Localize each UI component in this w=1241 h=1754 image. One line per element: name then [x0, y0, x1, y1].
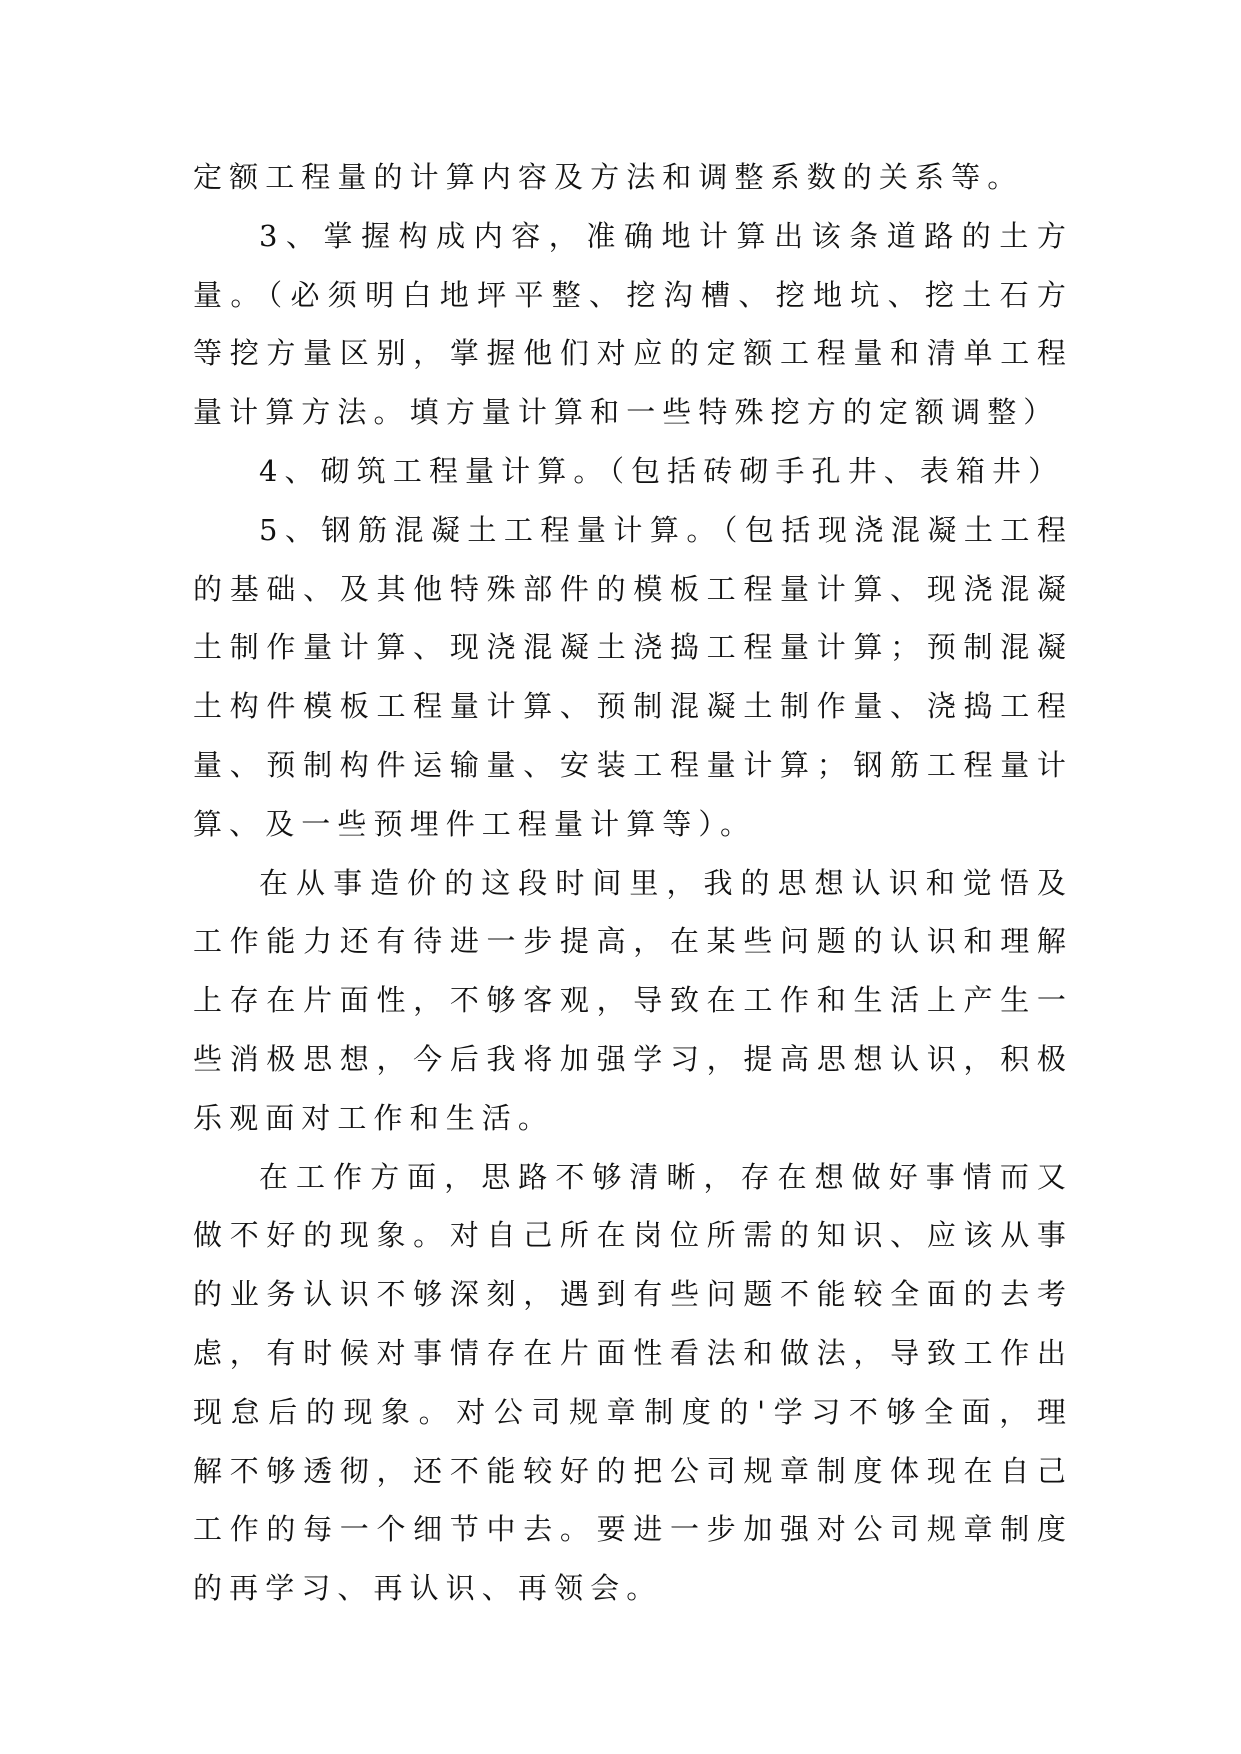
document-body [193, 148, 1073, 1618]
paragraph-item-5-concrete: 5、钢筋混凝土工程量计算。（包括现浇混凝土工程的基础、及其他特殊部件的模板工程量计算、现浇混凝土制作量计算、现浇混凝土浇捣工程量计算；预制混凝土构件模板工程量计算、预制混凝土制作量、浇捣工程量、预制构件运输量、安装工程量计算；钢筋工程量计算、及一些预埋件工程量计算等）。 [193, 512, 1073, 841]
paragraph-item-3-earthwork: 3、掌握构成内容，准确地计算出该条道路的土方量。（必须明白地坪平整、挖沟槽、挖地坑、挖土石方等挖方量区别，掌握他们对应的定额工程量和清单工程量计算方法。填方量计算和一些特殊挖方的定额调整） [193, 218, 1073, 430]
paragraph-work-shortcomings: 在工作方面，思路不够清晰，存在想做好事情而又做不好的现象。对自己所在岗位所需的知识、应该从事的业务认识不够深刻，遇到有些问题不能较全面的去考虑，有时候对事情存在片面性看法和做法，导致工作出现怠后的现象。对公司规章制度的'学习不够全面，理解不够透彻，还不能较好的把公司规章制度体现在自己工作的每一个细节中去。要进一步加强对公司规章制度的再学习、再认识、再领会。 [193, 1159, 1073, 1606]
paragraph-item-4-masonry: 4、砌筑工程量计算。（包括砖砌手孔井、表箱井） [259, 453, 1065, 488]
paragraph-self-reflection: 在从事造价的这段时间里，我的思想认识和觉悟及工作能力还有待进一步提高，在某些问题的认识和理解上存在片面性，不够客观，导致在工作和生活上产生一些消极思想，今后我将加强学习，提高思想认识，积极乐观面对工作和生活。 [193, 865, 1073, 1135]
paragraph-quantity-rules: 定额工程量的计算内容及方法和调整系数的关系等。 [193, 160, 1024, 194]
